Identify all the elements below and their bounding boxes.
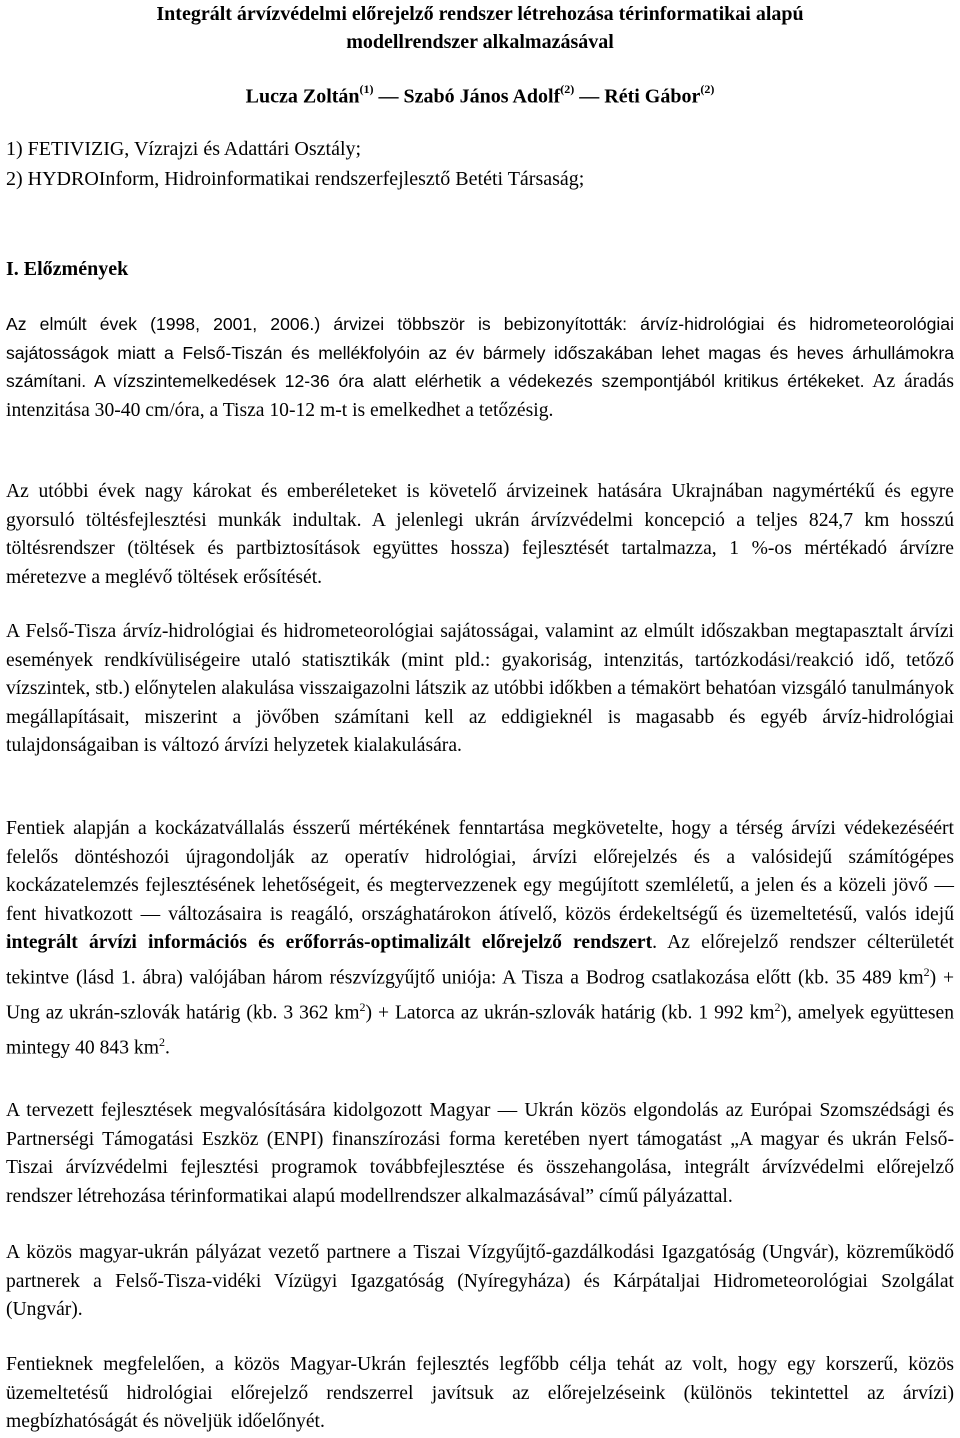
- author-separator: —: [373, 85, 404, 108]
- superscript: 2: [158, 1035, 165, 1050]
- author-2: Szabó János Adolf: [403, 85, 561, 108]
- affiliation-2: 2) HYDROInform, Hidroinformatikai rendszerfejlesztő Betéti Társaság;: [6, 168, 585, 190]
- author-2-affiliation: (2): [560, 82, 575, 96]
- paragraph-4-text: .: [164, 1037, 170, 1059]
- paragraph-1-serif-text: Az áradás intenzitása 30-40 cm/óra, a Tisza 10-12 m-t is emelkedhet a tetőzésig.: [6, 371, 954, 421]
- superscript: 2: [774, 1000, 781, 1015]
- document-title: [6, 0, 954, 56]
- paragraph-5: A tervezett fejlesztések megvalósítására kidolgozott Magyar — Ukrán közös elgondolás az Európai Szomszédsági és Partnerségi Támogatási Eszköz (ENPI) finanszírozási forma keretében nyert támogatást „A magyar és ukrán Felső-Tiszai árvízvédelmi fejlesztési programok továbbfejlesztése és összehangolása, integrált árvízvédelmi előrejelző rendszer létrehozása térinformatikai alapú modellrendszer alkalmazásával” című pályázattal.: [6, 1100, 954, 1207]
- paragraph-4-text: ) + Latorca az ukrán-szlovák határig (kb. 1 992 km: [365, 1002, 775, 1024]
- author-separator: —: [574, 85, 605, 108]
- author-3-affiliation: (2): [700, 82, 715, 96]
- author-1: Lucza Zoltán: [245, 85, 360, 108]
- affiliation-1: 1) FETIVIZIG, Vízrajzi és Adattári Osztály;: [6, 138, 362, 160]
- paragraph-4-text: ) + Ung az ukrán-szlovák határig (kb. 3 362 km: [6, 967, 954, 1024]
- author-1-affiliation: (1): [359, 82, 374, 96]
- section-heading: I. Előzmények: [6, 258, 129, 280]
- paragraph-1: [6, 311, 954, 425]
- superscript: 2: [923, 964, 930, 979]
- author-list: [0, 79, 960, 109]
- paragraph-4-emphasis: integrált árvízi információs és erőforrás-optimalizált előrejelző rendszert: [6, 932, 653, 954]
- title-line-1: Integrált árvízvédelmi előrejelző rendszer létrehozása térinformatikai alapú: [156, 3, 804, 25]
- paragraph-3: A Felső-Tisza árvíz-hidrológiai és hidrometeorológiai sajátosságai, valamint az elmúlt időszakban megtapasztalt árvízi események rendkívüliségeire utaló statisztikák (mint pld.: gyakoriság, intenzitás, tartózkodási/reakció idő, tetőző vízszintek, stb.) előnytelen alakulása visszaigazolni látszik az utóbbi időkben a témakört behatóan vizsgáló tanulmányok megállapításait, miszerint a jövőben számítani kell az eddigieknél is magasabb és egyéb árvíz-hidrológiai tulajdonságaiban is változó árvízi helyzetek kialakulására.: [6, 621, 954, 757]
- paragraph-1-sans-text: Az elmúlt évek (1998, 2001, 2006.) árvizei többször is bebizonyították: árvíz-hidrológiai és hidrometeorológiai sajátosságok miatt a Felső-Tiszán és mellékfolyóin az év bármely időszakában lehet magas és heves árhullámokra számítani. A vízszintemelkedések 12-36 óra alatt elérhetik a védekezés szempontjából kritikus értékeket.: [6, 314, 954, 392]
- title-line-2: modellrendszer alkalmazásával: [346, 31, 614, 53]
- paragraph-4-text: Fentiek alapján a kockázatvállalás ésszerű mértékének fenntartása megkövetelte, hogy a térség árvízi védekezéséért felelős döntéshozói újragondolják az operatív hidrológiai, árvízi előrejelzés és a valósidejű számítógépes kockázatelemzés fejlesztésének lehetőségeit, és megtervezzenek egy megújított szemléletű, a jelen és a közeli jövő — fent hivatkozott — változásaira is reagáló, országhatárokon átívelő, közös érdekeltségű és üzemeltetésű, valós idejű: [6, 818, 954, 925]
- author-3: Réti Gábor: [604, 85, 701, 108]
- paragraph-4-text: . Az előrejelző rendszer célterületét tekintve (lásd 1. ábra) valójában három részvízgyűjtő uniója: A Tisza a Bodrog csatlakozása előtt (kb. 35 489 km: [6, 932, 954, 989]
- paragraph-7: Fentieknek megfelelően, a közös Magyar-Ukrán fejlesztés legfőbb célja tehát az volt, hogy egy korszerű, közös üzemeltetésű hidrológiai előrejelző rendszerrel javítsuk az előrejelzéseink (különös tekintettel az árvízi) megbízhatóságát és növeljük időelőnyét.: [6, 1354, 954, 1433]
- paragraph-2: Az utóbbi évek nagy károkat és emberéleteket is követelő árvizeinek hatására Ukrajnában nagymértékű és egyre gyorsuló töltésfejlesztési munkák indultak. A jelenlegi ukrán árvízvédelmi koncepció a teljes 824,7 km hosszú töltésrendszer (töltések és partbiztosítások együttes hossza) fejlesztését tartalmazza, 1 %-os mértékadó árvízre méretezve a meglévő töltések erősítését.: [6, 481, 954, 588]
- paragraph-6: A közös magyar-ukrán pályázat vezető partnere a Tiszai Vízgyűjtő-gazdálkodási Igazgatóság (Ungvár), közreműködő partnerek a Felső-Tisza-vidéki Vízügyi Igazgatóság (Nyíregyháza) és Kárpátaljai Hidrometeorológiai Szolgálat (Ungvár).: [6, 1242, 954, 1321]
- paragraph-4-text: ), amelyek együttesen mintegy 40 843 km: [6, 1002, 954, 1059]
- paragraph-4: [6, 815, 954, 1063]
- superscript: 2: [359, 1000, 366, 1015]
